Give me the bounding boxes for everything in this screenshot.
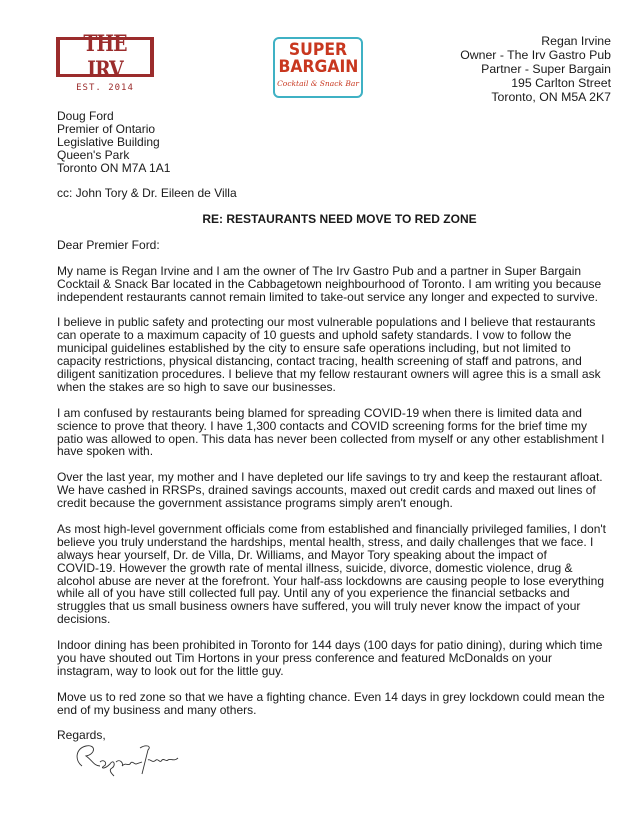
paragraph-line: capacity restrictions, physical distancing, contact tracing, health screening of staff and patrons, and bbox=[57, 354, 582, 369]
paragraph-line: As most high-level government officials come from established and financially privileged families, I don't bbox=[57, 521, 606, 536]
paragraph-line: can operate to a maximum capacity of 10 guests and uphold safety standards. I vow to follow the bbox=[57, 328, 572, 343]
sender-line: Partner - Super Bargain bbox=[481, 62, 611, 76]
paragraph-line: I am confused by restaurants being blamed for spreading COVID-19 when there is limited data and bbox=[57, 405, 582, 420]
sender-line: Regan Irvine bbox=[541, 34, 611, 48]
paragraph bbox=[57, 639, 622, 678]
recipient-line: Toronto ON M7A 1A1 bbox=[57, 160, 171, 175]
paragraph-line: alcohol abuse are never at the forefront. Your half-ass lockdowns are causing people to lose everything bbox=[57, 573, 605, 588]
irv-logo-text: THE IRV bbox=[83, 31, 127, 83]
sb-logo-sub: Cocktail & Snack Bar bbox=[277, 79, 359, 88]
paragraph bbox=[57, 407, 622, 459]
irv-est-text: EST. 2014 bbox=[76, 83, 134, 93]
recipient-line: Legislative Building bbox=[57, 134, 160, 149]
sender-line: Owner - The Irv Gastro Pub bbox=[460, 48, 611, 62]
paragraph-line: diligent sanitization procedures. I believe that my fellow restaurant owners will agree this is a small ask bbox=[57, 367, 601, 382]
sender-line: 195 Carlton Street bbox=[511, 76, 611, 90]
paragraph-line: always hear yourself, Dr. de Villa, Dr. Williams, and Mayor Tory speaking about the impact of bbox=[57, 547, 547, 562]
letter-body bbox=[57, 110, 622, 742]
sb-logo-line1: SUPER bbox=[288, 40, 348, 60]
cc-line: cc: John Tory & Dr. Eileen de Villa bbox=[57, 186, 237, 201]
salutation: Dear Premier Ford: bbox=[57, 238, 160, 253]
paragraph-line: Over the last year, my mother and I have depleted our life savings to try and keep the restaurant afloat. bbox=[57, 470, 603, 485]
paragraph-line: instagram, way to look out for the little guy. bbox=[57, 663, 284, 678]
paragraph bbox=[57, 471, 622, 510]
paragraph-line: independent restaurants cannot remain limited to take-out service any longer and expected to survive. bbox=[57, 289, 598, 304]
paragraph-line: while all of you have still collected full pay. Until any of you experience the financial setbacks and bbox=[57, 586, 570, 601]
the-irv-logo bbox=[56, 31, 154, 93]
paragraph-line: you have shouted out Tim Hortons in your press conference and featured McDonalds on your bbox=[57, 650, 552, 665]
signature bbox=[70, 740, 180, 783]
paragraph-line: science to prove that theory. I have 1,300 contacts and COVID screening forms for the brief time my bbox=[57, 418, 588, 433]
paragraph-line: Move us to red zone so that we have a fighting chance. Even 14 days in grey lockdown could mean the bbox=[57, 689, 605, 704]
paragraph-line: believe you truly understand the hardships, mental health, stress, and daily challenges that we face. I bbox=[57, 534, 594, 549]
recipient-line: Premier of Ontario bbox=[57, 121, 156, 136]
paragraph-line: My name is Regan Irvine and I am the owner of The Irv Gastro Pub and a partner in Super Bargain bbox=[57, 263, 582, 278]
paragraph bbox=[57, 265, 622, 304]
paragraph-line: We have cashed in RRSPs, drained savings accounts, maxed out credit cards and maxed out lines of bbox=[57, 483, 596, 498]
paragraph-line: decisions. bbox=[57, 612, 111, 627]
paragraph bbox=[57, 316, 622, 393]
signature-image bbox=[70, 740, 180, 780]
paragraph-line: struggles that us small business owners have suffered, you will truly never know the impact of your bbox=[57, 599, 581, 614]
sb-logo-line2: BARGAIN bbox=[278, 57, 359, 77]
paragraph-line: municipal guidelines established by the city to ensure safe operations including, but not limited to bbox=[57, 341, 571, 356]
paragraph-line: credit because the government assistance programs simply aren't enough. bbox=[57, 496, 453, 511]
paragraph bbox=[57, 691, 622, 717]
paragraph-line: have spoken with. bbox=[57, 444, 154, 459]
subject-line: RE: RESTAURANTS NEED MOVE TO RED ZONE bbox=[202, 212, 477, 227]
recipient-line: Queen's Park bbox=[57, 147, 130, 162]
recipient-line: Doug Ford bbox=[57, 109, 114, 123]
paragraph bbox=[57, 523, 622, 626]
paragraph-line: Cocktail & Snack Bar located in the Cabbagetown neighbourhood of Toronto. I am writing you because bbox=[57, 276, 602, 291]
paragraph-line: COVID-19. However the growth rate of mental illness, suicide, divorce, domestic violence, drug & bbox=[57, 560, 573, 575]
recipient-address bbox=[57, 110, 622, 175]
closing: Regards, bbox=[57, 728, 106, 743]
paragraph-line: Indoor dining has been prohibited in Toronto for 144 days (100 days for patio dining), during which time bbox=[57, 638, 603, 653]
paragraph-line: end of my business and many others. bbox=[57, 702, 257, 717]
sender-address bbox=[460, 34, 611, 104]
paragraph-line: I believe in public safety and protecting our most vulnerable populations and I believe that restaurants bbox=[57, 315, 596, 330]
super-bargain-logo bbox=[273, 37, 363, 98]
sender-line: Toronto, ON M5A 2K7 bbox=[491, 90, 611, 104]
paragraph-line: patio was allowed to open. This data has never been collected from myself or any other establishment I bbox=[57, 431, 605, 446]
paragraph-line: when the stakes are so high to save our businesses. bbox=[57, 379, 336, 394]
